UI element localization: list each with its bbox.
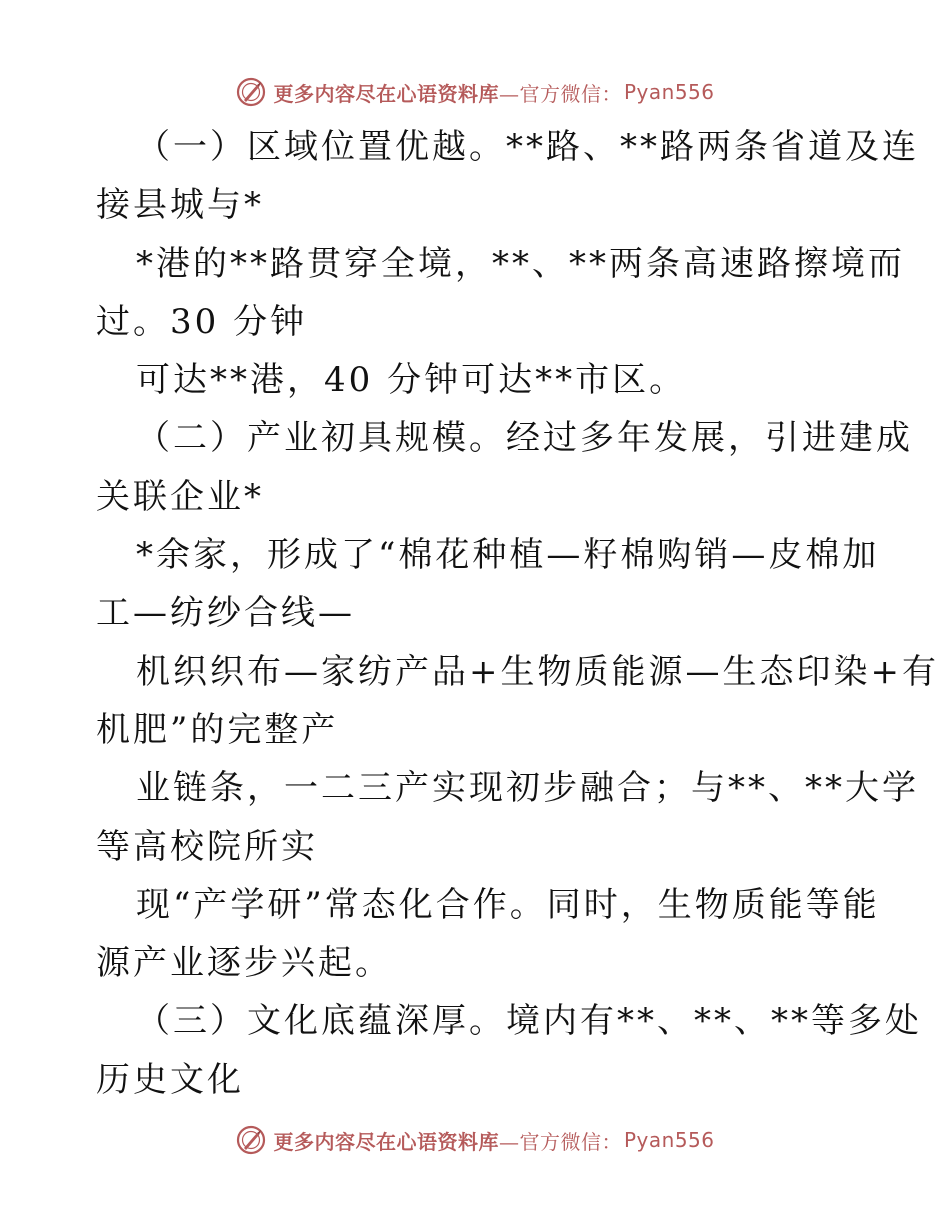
watermark-main-text: 更多内容尽在心语资料库 xyxy=(273,1129,499,1154)
text-line: 源产业逐步兴起。 xyxy=(96,943,392,984)
text-line: *余家，形成了“棉花种植—籽棉购销—皮棉加 xyxy=(136,535,880,576)
header-watermark xyxy=(0,72,950,112)
text-line: *港的**路贯穿全境，**、**两条高速路擦境而 xyxy=(136,243,905,284)
text-line: 业链条，一二三产实现初步融合；与**、**大学 xyxy=(136,768,919,809)
watermark-main-text: 更多内容尽在心语资料库 xyxy=(273,81,499,106)
text-line: 过。30 分钟 xyxy=(96,301,308,342)
text-line: 可达**港，40 分钟可达**市区。 xyxy=(136,360,687,401)
text-line: 接县城与* xyxy=(96,185,264,226)
watermark-dash-text: —官方微信： xyxy=(498,1129,622,1154)
quill-seal-icon xyxy=(235,1124,267,1156)
text-line: 关联企业* xyxy=(96,476,264,517)
text-line: 现“产学研”常态化合作。同时，生物质能等能 xyxy=(136,884,880,925)
footer-watermark xyxy=(0,1120,950,1160)
text-line: 历史文化 xyxy=(96,1059,244,1100)
text-line: 机织织布—家纺产品+生物质能源—生态印染+有 xyxy=(136,651,939,692)
quill-seal-icon xyxy=(235,76,267,108)
watermark-account-text: Pyan556 xyxy=(623,80,715,104)
watermark-account-text: Pyan556 xyxy=(623,1128,715,1152)
text-line: （三）文化底蕴深厚。境内有**、**、**等多处 xyxy=(136,1001,922,1042)
text-line: 等高校院所实 xyxy=(96,826,318,867)
watermark-dash-text: —官方微信： xyxy=(498,81,622,106)
document-body xyxy=(96,118,939,1109)
text-line: 工—纺纱合线— xyxy=(96,593,355,634)
text-line: 机肥”的完整产 xyxy=(96,709,339,750)
text-line: （一）区域位置优越。**路、**路两条省道及连 xyxy=(136,127,919,167)
text-line: （二）产业初具规模。经过多年发展，引进建成 xyxy=(136,418,913,459)
